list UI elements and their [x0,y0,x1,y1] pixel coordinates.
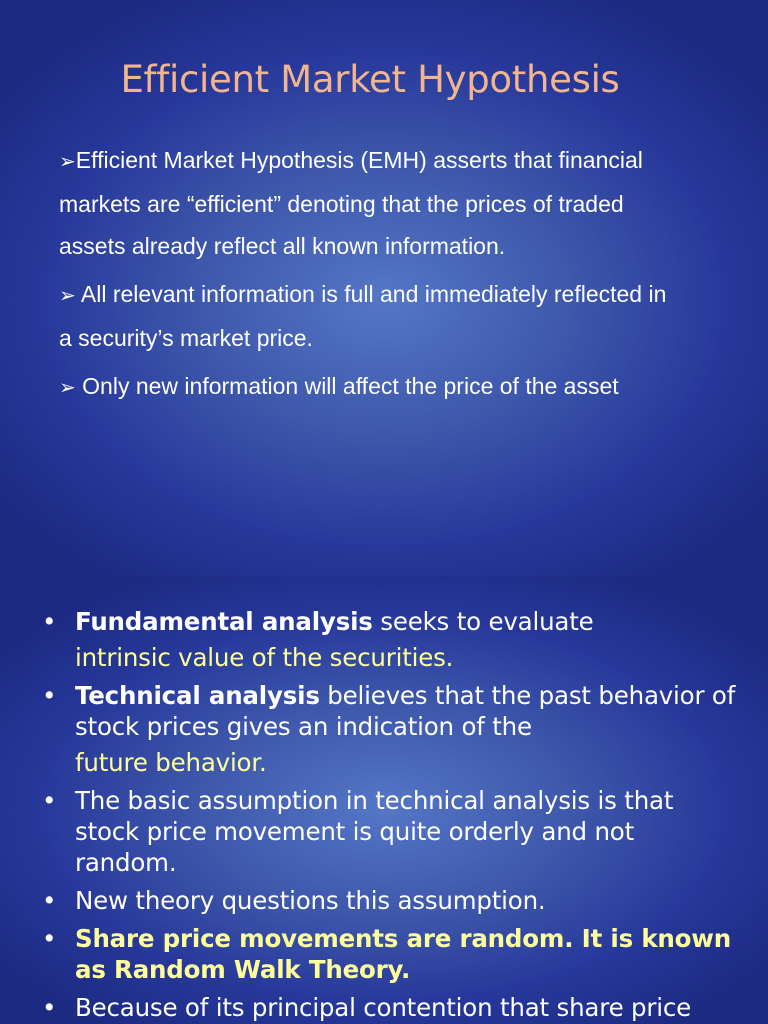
bullet-text: seeks to evaluate [372,607,594,636]
arrow-point-list [59,139,679,415]
bullet-icon: • [42,993,57,1022]
bullet-item [42,992,742,1023]
arrow-bullet-icon: ➢ [59,151,76,173]
bullet-item [42,680,742,778]
bullet-text: New theory questions this assumption. [75,886,546,915]
bullet-text: believes that the past behavior of stock prices gives an indication of the [75,681,736,741]
bullet-icon: • [42,924,57,953]
bullet-item [42,885,742,916]
arrow-point [59,273,679,359]
bullet-bold-term: Technical analysis [75,681,320,710]
slide-title: Efficient Market Hypothesis [120,58,620,101]
arrow-point-text: Efficient Market Hypothesis (EMH) asserts that financial markets are “efficient” denoting that the prices of traded assets already reflect all known information. [59,147,643,259]
arrow-point-text: All relevant information is full and immediately reflected in a security’s market price. [59,281,667,351]
arrow-point [59,365,679,409]
arrow-point [59,139,679,267]
bullet-icon: • [42,607,57,636]
bullet-highlight: intrinsic value of the securities. [75,643,454,672]
bullet-bold-term: Fundamental analysis [75,607,373,636]
bullet-icon: • [42,786,57,815]
bullet-text: The basic assumption in technical analysis is that stock price movement is quite orderly and not random. [75,786,674,877]
bullet-highlight-bold: Share price movements are random. It is known as Random Walk Theory. [75,924,731,984]
bullet-list [42,606,742,1024]
slide-analysis-random-walk [0,576,768,1024]
arrow-bullet-icon: ➢ [59,285,76,307]
bullet-text: Because of its principal contention that share price [75,993,692,1022]
arrow-point-text: Only new information will affect the price of the asset [75,373,619,399]
bullet-icon: • [42,681,57,710]
bullet-item [42,606,742,673]
arrow-bullet-icon: ➢ [59,377,76,399]
bullet-item [42,923,742,985]
bullet-item [42,785,742,878]
bullet-highlight: future behavior. [75,748,267,777]
bullet-icon: • [42,886,57,915]
